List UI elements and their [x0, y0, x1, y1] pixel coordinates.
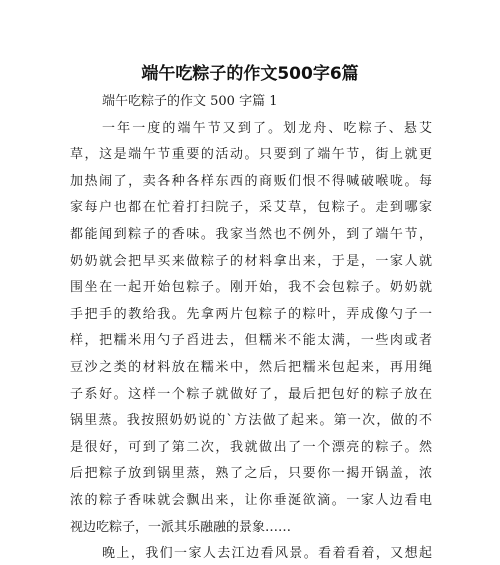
paragraph-1-line: 家每户也都在忙着打扫院子，采艾草，包粽子。走到哪家	[70, 200, 432, 216]
paragraph-1-line: 是很好，可到了第二次，我就做出了一个漂亮的粽子。然	[70, 439, 432, 455]
paragraph-1-line: 加热闹了，卖各种各样东西的商贩们恨不得喊破喉咙。每	[70, 173, 432, 189]
paragraph-2-line: 晚上，我们一家人去江边看风景。看着看着，又想起	[102, 546, 432, 562]
paragraph-1-line: 奶奶就会把早买来做粽子的材料拿出来，于是，一家人就	[70, 253, 432, 269]
paragraph-1-line: 都能闻到粽子的香味。我家当然也不例外，到了端午节，	[70, 226, 432, 242]
paragraph-1-line: 草，这是端午节重要的活动。只要到了端午节，街上就更	[70, 147, 432, 163]
paragraph-1-line: 浓的粽子香味就会飘出来，让你垂涎欲滴。一家人边看电	[70, 492, 432, 508]
paragraph-1-line: 锅里蒸。我按照奶奶说的`方法做了起来。第一次，做的不	[70, 413, 432, 429]
paragraph-1-line: 样，把糯米用勺子舀进去，但糯米不能太满，一些肉或者	[70, 333, 432, 349]
document-body	[70, 89, 432, 565]
paragraph-1-line: 一年一度的端午节又到了。划龙舟、吃粽子、悬艾	[102, 120, 432, 136]
paragraph-1-line: 后把粽子放到锅里蒸，熟了之后，只要你一揭开锅盖，浓	[70, 466, 432, 482]
paragraph-1-line: 手把手的教给我。先拿两片包粽子的粽叶，弄成像勺子一	[70, 306, 432, 322]
document-title: 端午吃粽子的作文500字6篇	[141, 64, 359, 84]
paragraph-1-line: 围坐在一起开始包粽子。刚开始，我不会包粽子。奶奶就	[70, 280, 432, 296]
paragraph-1-line: 豆沙之类的材料放在糯米中，然后把糯米包起来，再用绳	[70, 359, 432, 375]
section-subtitle: 端午吃粽子的作文 500 字篇 1	[102, 94, 278, 109]
paragraph-1-line: 视边吃粽子，一派其乐融融的景象……	[70, 519, 292, 535]
paragraph-1-line: 子系好。这样一个粽子就做好了，最后把包好的粽子放在	[70, 386, 432, 402]
